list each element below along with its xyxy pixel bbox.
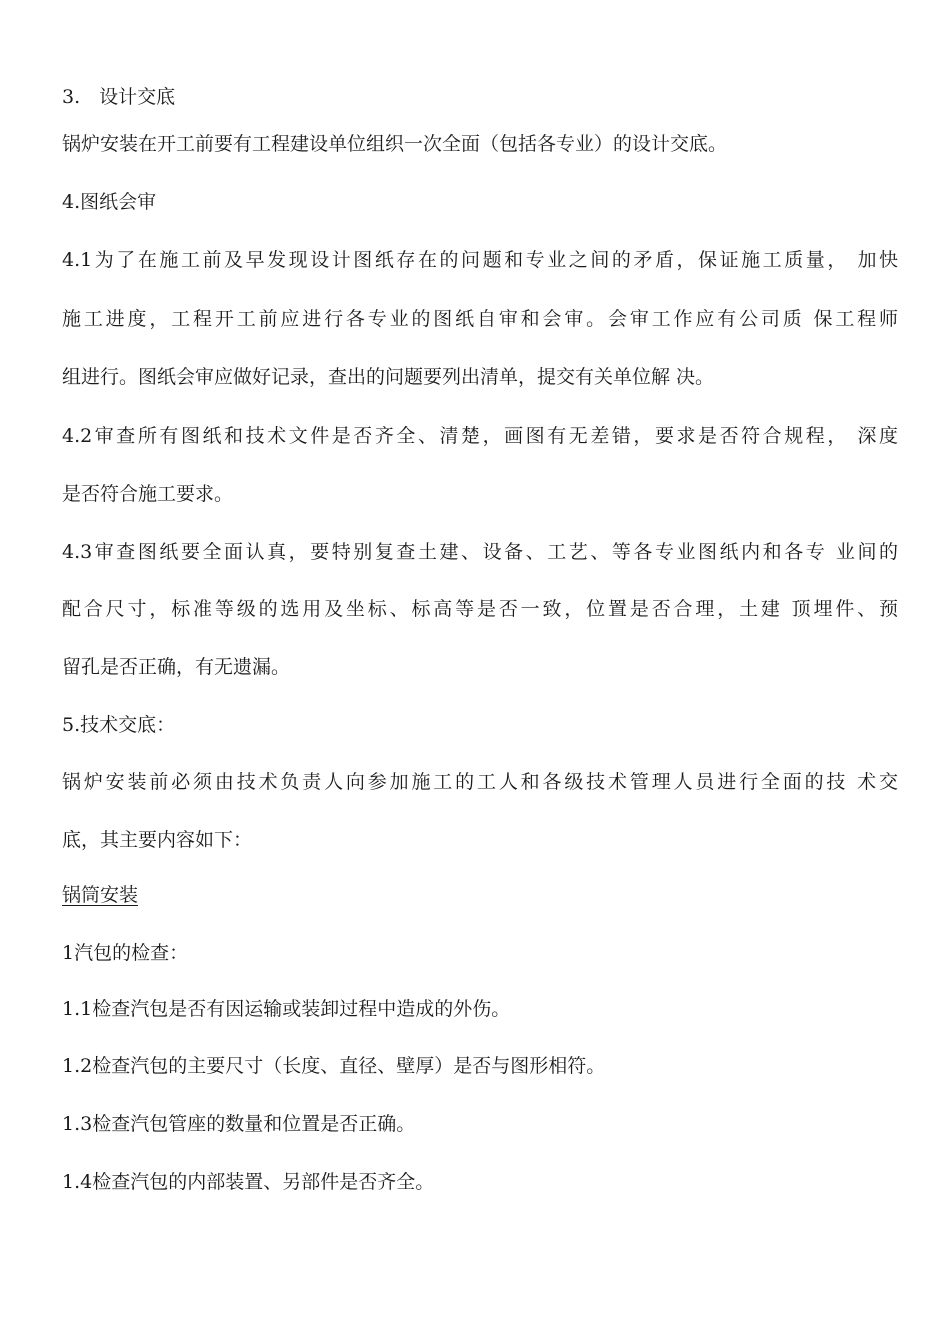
paragraph-line: 施工进度，工程开工前应进行各专业的图纸自审和会审。会审工作应有公司质 保工程师: [62, 308, 898, 330]
paragraph-line: 配合尺寸，标准等级的选用及坐标、标高等是否一致，位置是否合理，土建 顶埋件、预: [62, 598, 898, 620]
heading-drawing-review: 4.图纸会审: [62, 191, 157, 213]
paragraph-line: 留孔是否正确，有无遗漏。: [62, 656, 291, 678]
paragraph-line: 4.2审查所有图纸和技术文件是否齐全、清楚，画图有无差错，要求是否符合规程， 深度: [62, 425, 898, 447]
paragraph-line: 锅炉安装前必须由技术负责人向参加施工的工人和各级技术管理人员进行全面的技 术交: [62, 771, 898, 793]
list-heading: 1汽包的检查：: [62, 942, 189, 964]
heading-technical-briefing: 5.技术交底：: [62, 714, 176, 736]
paragraph-line: 锅炉安装在开工前要有工程建设单位组织一次全面（包括各专业）的设计交底。: [62, 133, 728, 155]
paragraph-line: 是否符合施工要求。: [62, 483, 234, 505]
paragraph-line: 4.1为了在施工前及早发现设计图纸存在的问题和专业之间的矛盾，保证施工质量， 加快: [62, 249, 898, 271]
paragraph-line: 底，其主要内容如下：: [62, 829, 253, 851]
list-item: 1.4检查汽包的内部装置、另部件是否齐全。: [62, 1171, 435, 1193]
paragraph-line: 组进行。图纸会审应做好记录，查出的问题要列出清单，提交有关单位解 决。: [62, 366, 715, 388]
section-title-drum-installation: 锅筒安装: [62, 884, 139, 906]
heading-design-briefing: 3. 设计交底: [62, 86, 176, 108]
list-item: 1.2检查汽包的主要尺寸（长度、直径、壁厚）是否与图形相符。: [62, 1055, 606, 1077]
paragraph-line: 4.3审查图纸要全面认真，要特别复查土建、设备、工艺、等各专业图纸内和各专 业间的: [62, 541, 898, 563]
list-item: 1.1检查汽包是否有因运输或装卸过程中造成的外伤。: [62, 998, 511, 1020]
list-item: 1.3检查汽包管座的数量和位置是否正确。: [62, 1113, 416, 1135]
